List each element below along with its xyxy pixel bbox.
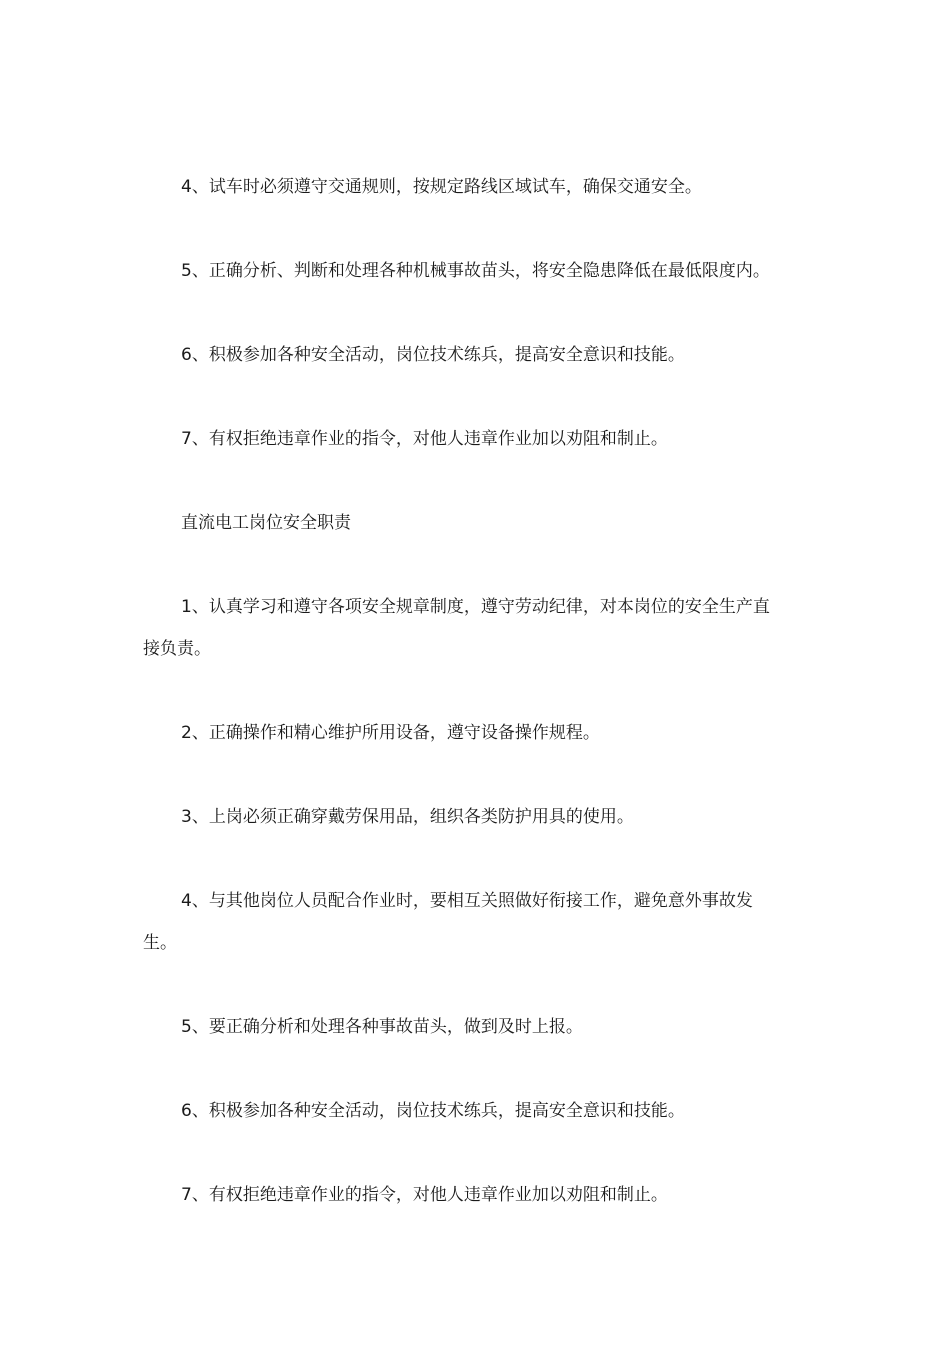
paragraph-gap xyxy=(143,292,773,334)
paragraph-gap xyxy=(143,1048,773,1090)
document-body xyxy=(143,166,773,1216)
paragraph-gap xyxy=(143,460,773,502)
paragraph-gap xyxy=(143,754,773,796)
paragraph-item: 7、有权拒绝违章作业的指令，对他人违章作业加以劝阻和制止。 xyxy=(181,429,668,449)
section-title: 直流电工岗位安全职责 xyxy=(181,513,351,533)
paragraph-item: 6、积极参加各种安全活动，岗位技术练兵，提高安全意识和技能。 xyxy=(181,345,685,365)
paragraph-gap xyxy=(143,376,773,418)
paragraph-gap xyxy=(143,964,773,1006)
paragraph-item: 1、认真学习和遵守各项安全规章制度，遵守劳动纪律，对本岗位的安全生产直接负责。 xyxy=(143,597,770,659)
paragraph-item: 4、试车时必须遵守交通规则，按规定路线区域试车，确保交通安全。 xyxy=(181,177,702,197)
paragraph-item: 3、上岗必须正确穿戴劳保用品，组织各类防护用具的使用。 xyxy=(181,807,634,827)
paragraph-item: 6、积极参加各种安全活动，岗位技术练兵，提高安全意识和技能。 xyxy=(181,1101,685,1121)
paragraph-item: 4、与其他岗位人员配合作业时，要相互关照做好衔接工作，避免意外事故发生。 xyxy=(143,891,753,953)
paragraph-gap xyxy=(143,670,773,712)
paragraph-gap xyxy=(143,838,773,880)
paragraph-item: 7、有权拒绝违章作业的指令，对他人违章作业加以劝阻和制止。 xyxy=(181,1185,668,1205)
paragraph-gap xyxy=(143,544,773,586)
paragraph-item: 5、正确分析、判断和处理各种机械事故苗头，将安全隐患降低在最低限度内。 xyxy=(181,261,770,281)
paragraph-gap xyxy=(143,208,773,250)
paragraph-item: 2、正确操作和精心维护所用设备，遵守设备操作规程。 xyxy=(181,723,600,743)
paragraph-item: 5、要正确分析和处理各种事故苗头，做到及时上报。 xyxy=(181,1017,583,1037)
paragraph-gap xyxy=(143,1132,773,1174)
